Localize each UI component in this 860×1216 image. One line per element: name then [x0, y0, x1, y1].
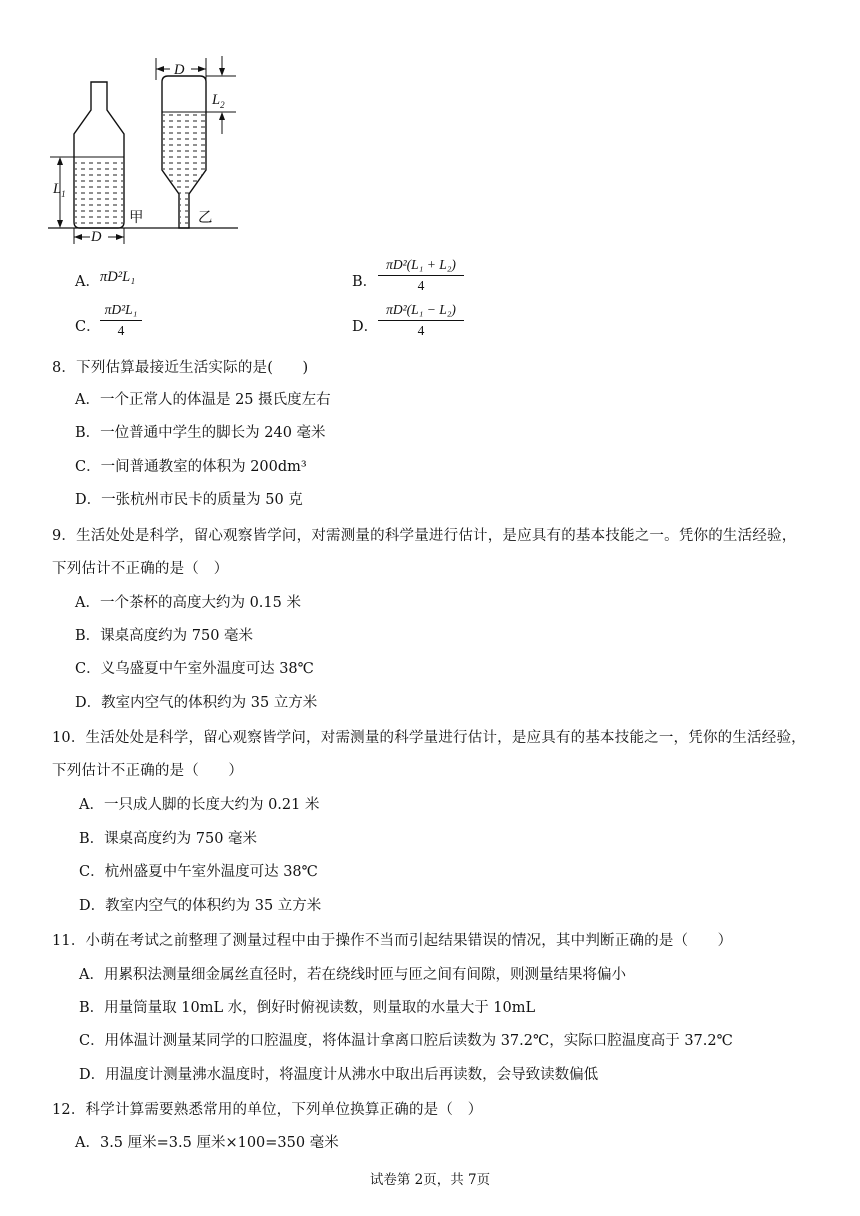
q8-option-d: D．一张杭州市民卡的质量为 50 克 [75, 492, 303, 508]
q12-stem: 12．科学计算需要熟悉常用的单位，下列单位换算正确的是（ ） [52, 1102, 483, 1118]
q9-option-a: A．一个茶杯的高度大约为 0.15 米 [75, 595, 301, 611]
q9-stem-line1: 9．生活处处是科学，留心观察皆学问，对需测量的科学量进行估计，是应具有的基本技能之一。凭你的生活经验， [52, 528, 797, 544]
label-jia: 甲 [129, 210, 144, 226]
q7-option-c-denominator: 4 [117, 323, 125, 338]
q12-option-a: A．3.5 厘米=3.5 厘米×100=350 毫米 [75, 1135, 339, 1151]
label-l2: $L_2$ [212, 92, 225, 110]
q9-option-d: D．教室内空气的体积约为 35 立方米 [75, 695, 318, 711]
bottles-figure [40, 52, 250, 247]
label-d-top: D [174, 62, 185, 78]
q7-option-d-numerator: πD²(L₁ − L₂) [378, 302, 464, 321]
q10-option-c: C．杭州盛夏中午室外温度可达 38℃ [79, 864, 318, 880]
q7-option-d-denominator: 4 [417, 323, 425, 338]
q7-option-a-expr: πD²L₁ [100, 269, 136, 285]
q7-option-d-fraction [378, 302, 464, 339]
q7-option-c-fraction [100, 302, 142, 339]
q10-stem-line1: 10．生活处处是科学，留心观察皆学问，对需测量的科学量进行估计，是应具有的基本技能之一，凭你的生活经验， [52, 730, 806, 746]
q8-option-b: B．一位普通中学生的脚长为 240 毫米 [75, 425, 326, 441]
q10-option-a: A．一只成人脚的长度大约为 0.21 米 [79, 797, 320, 813]
q9-option-c: C．义乌盛夏中午室外温度可达 38℃ [75, 661, 314, 677]
q8-option-c: C．一间普通教室的体积为 200dm³ [75, 459, 307, 475]
q10-option-d: D．教室内空气的体积约为 35 立方米 [79, 898, 322, 914]
q10-stem-line2: 下列估计不正确的是（ ） [52, 763, 244, 779]
label-d-bottom: D [91, 229, 102, 245]
q11-stem: 11．小萌在考试之前整理了测量过程中由于操作不当而引起结果错误的情况，其中判断正确的是（ ） [52, 933, 733, 949]
q7-option-d-label: D． [352, 319, 379, 335]
q7-option-c-numerator: πD²L₁ [100, 302, 142, 321]
q8-option-a: A．一个正常人的体温是 25 摄氏度左右 [75, 392, 331, 408]
q11-option-a: A．用累积法测量细金属丝直径时，若在绕线时匝与匝之间有间隙，则测量结果将偏小 [79, 967, 626, 983]
q7-option-b-fraction [378, 257, 464, 294]
q7-option-b-numerator: πD²(L₁ + L₂) [378, 257, 464, 276]
label-l1: $L_1$ [53, 181, 66, 199]
q7-option-b-denominator: 4 [417, 278, 425, 293]
q11-option-d: D．用温度计测量沸水温度时，将温度计从沸水中取出后再读数，会导致读数偏低 [79, 1067, 599, 1083]
page-footer: 试卷第 2页，共 7页 [369, 1172, 491, 1188]
q9-option-b: B．课桌高度约为 750 毫米 [75, 628, 254, 644]
q10-option-b: B．课桌高度约为 750 毫米 [79, 831, 258, 847]
q11-option-b: B．用量筒量取 10mL 水，倒好时俯视读数，则量取的水量大于 10mL [79, 1000, 536, 1016]
q7-option-a-label: A． [75, 274, 100, 290]
q7-option-c-label: C． [75, 319, 101, 335]
q7-option-b-label: B． [352, 274, 378, 290]
label-yi: 乙 [198, 210, 213, 226]
q11-option-c: C．用体温计测量某同学的口腔温度，将体温计拿离口腔后读数为 37.2℃，实际口腔温度高于 37.2℃ [79, 1033, 733, 1049]
water-jia [75, 157, 123, 227]
q9-stem-line2: 下列估计不正确的是（ ） [52, 561, 229, 577]
q8-stem: 8．下列估算最接近生活实际的是( ) [52, 360, 309, 376]
